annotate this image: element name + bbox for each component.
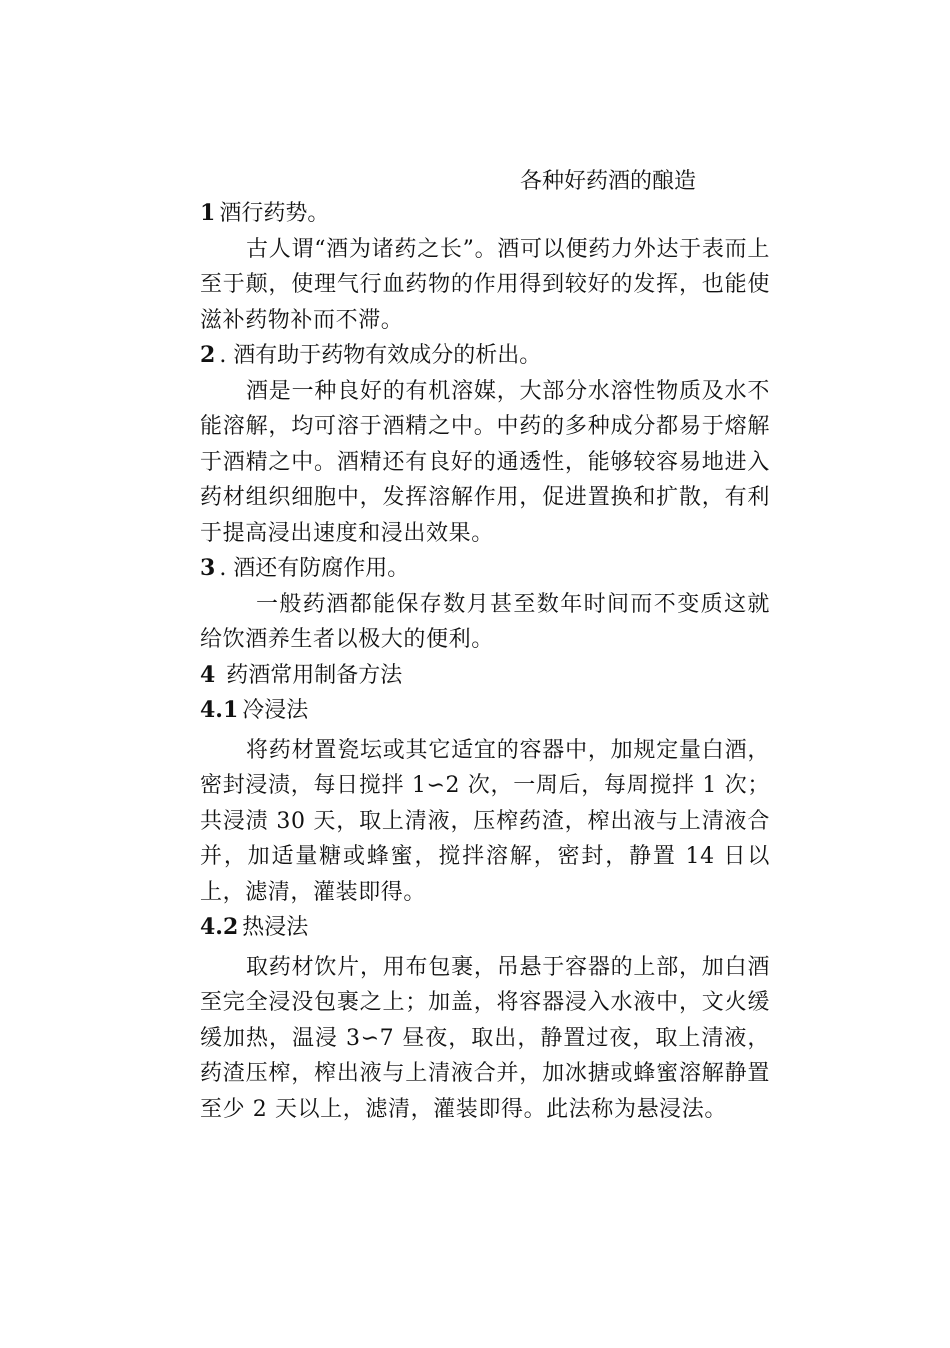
section-number: 2 [200, 342, 216, 368]
section-1-heading [200, 196, 770, 232]
section-heading-text: 酒行药势。 [219, 201, 330, 226]
subsection-number: 4.1 [200, 697, 239, 723]
section-heading-text: . 酒有助于药物有效成分的析出。 [219, 343, 542, 368]
subsection-heading-text: 冷浸法 [242, 698, 309, 723]
subsection-4-1-paragraph: 将药材置瓷坛或其它适宜的容器中，加规定量白酒，密封浸渍，每日搅拌 1∽2 次，一周后，每周搅拌 1 次；共浸渍 30 天，取上清液，压榨药渣，榨出液与上清液合并，加适量糖或蜂蜜，搅拌溶解，密封，静置 14 日以上，滤清，灌装即得。 [200, 737, 770, 905]
section-1-paragraph: 古人谓“酒为诸药之长”。酒可以便药力外达于表而上至于颠，使理气行血药物的作用得到较好的发挥，也能使滋补药物补而不滞。 [200, 236, 770, 333]
section-heading-text: . 酒还有防腐作用。 [219, 556, 410, 581]
section-3-heading [200, 551, 770, 587]
section-number: 3 [200, 555, 216, 581]
subsection-4-2-heading [200, 910, 770, 946]
section-3-paragraph: 一般药酒都能保存数月甚至数年时间而不变质这就给饮酒养生者以极大的便利。 [200, 591, 770, 652]
document-title: 各种好药酒的酿造 [520, 169, 697, 194]
section-4-heading [200, 658, 770, 694]
section-2-heading [200, 338, 770, 374]
document-body [200, 196, 770, 1127]
section-heading-text: 药酒常用制备方法 [219, 662, 403, 688]
section-2-paragraph: 酒是一种良好的有机溶媒，大部分水溶性物质及水不能溶解，均可溶于酒精之中。中药的多种成分都易于熔解于酒精之中。酒精还有良好的通透性，能够较容易地进入药材组织细胞中，发挥溶解作用，促进置换和扩散，有利于提高浸出速度和浸出效果。 [200, 378, 770, 546]
section-number: 4 [200, 661, 216, 688]
section-number: 1 [200, 200, 216, 226]
subsection-4-2-paragraph: 取药材饮片，用布包裹，吊悬于容器的上部，加白酒至完全浸没包裹之上；加盖，将容器浸入水液中，文火缓缓加热，温浸 3∽7 昼夜，取出，静置过夜，取上清液，药渣压榨，榨出液与上清液合并，加冰搪或蜂蜜溶解静置至少 2 天以上，滤清，灌装即得。此法称为悬浸法。 [200, 954, 770, 1122]
subsection-number: 4.2 [200, 914, 239, 940]
subsection-heading-text: 热浸法 [242, 915, 309, 940]
subsection-4-1-heading [200, 693, 770, 729]
